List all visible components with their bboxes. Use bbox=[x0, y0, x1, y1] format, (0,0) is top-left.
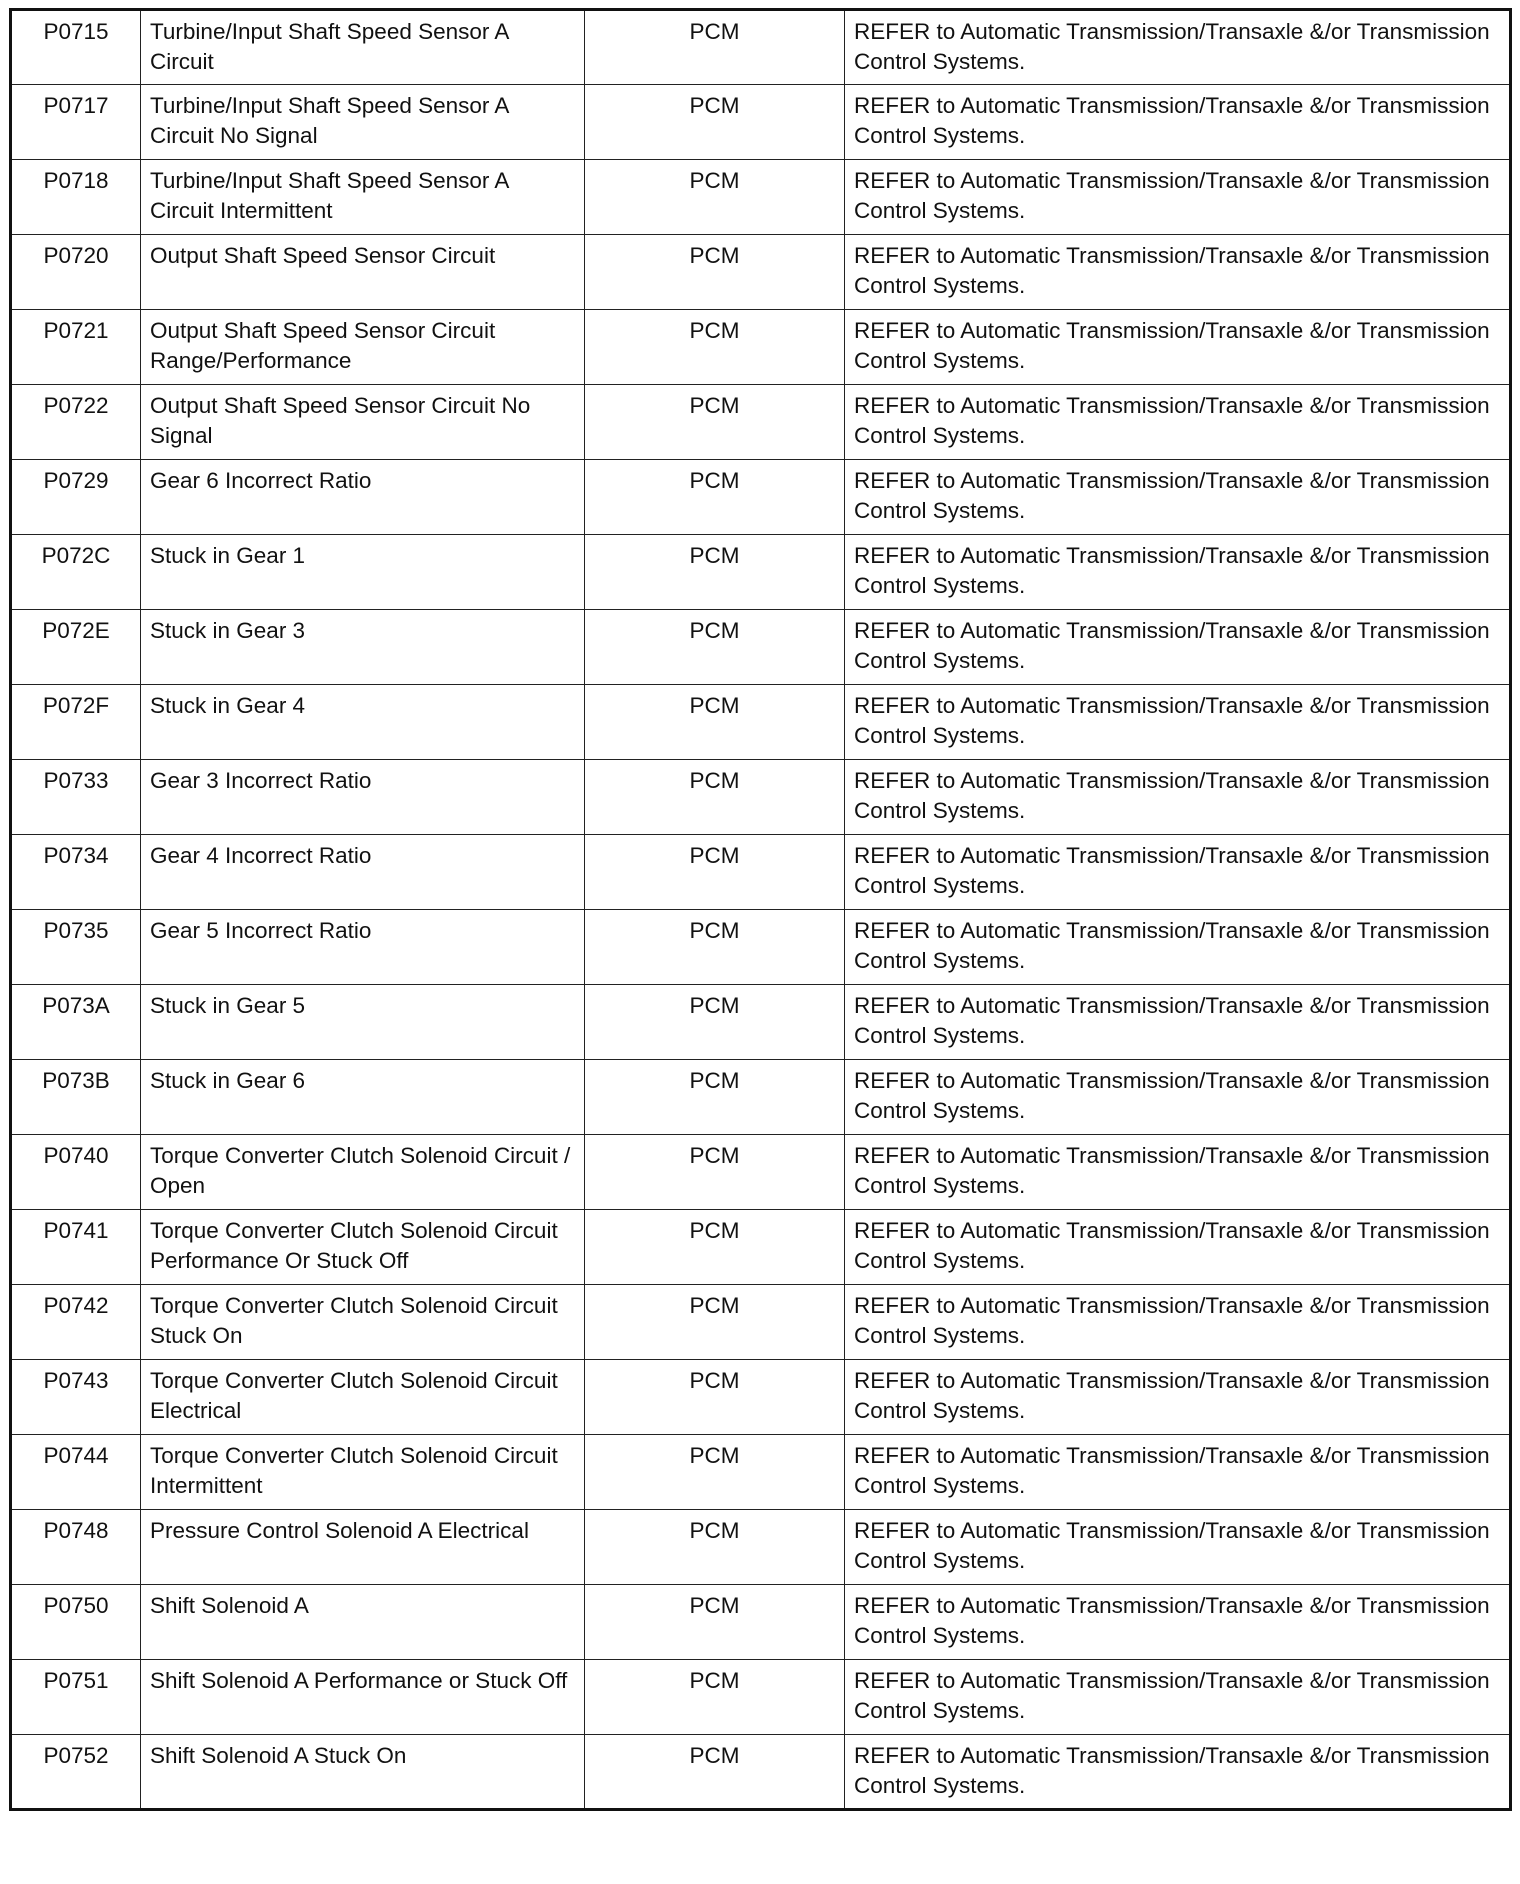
dtc-description-cell: Turbine/Input Shaft Speed Sensor A Circuit No Signal bbox=[141, 85, 585, 160]
table-row bbox=[11, 1435, 1511, 1510]
dtc-module-cell: PCM bbox=[585, 310, 845, 385]
dtc-module-cell: PCM bbox=[585, 985, 845, 1060]
dtc-module-cell: PCM bbox=[585, 235, 845, 310]
dtc-description-cell: Shift Solenoid A Performance or Stuck Off bbox=[141, 1660, 585, 1735]
table-row bbox=[11, 1510, 1511, 1585]
dtc-description-cell: Gear 6 Incorrect Ratio bbox=[141, 460, 585, 535]
dtc-action-cell: REFER to Automatic Transmission/Transaxle &/or Transmission Control Systems. bbox=[845, 610, 1511, 685]
dtc-action-cell: REFER to Automatic Transmission/Transaxle &/or Transmission Control Systems. bbox=[845, 1285, 1511, 1360]
dtc-action-cell: REFER to Automatic Transmission/Transaxle &/or Transmission Control Systems. bbox=[845, 1435, 1511, 1510]
table-row bbox=[11, 310, 1511, 385]
dtc-code-cell: P073B bbox=[11, 1060, 141, 1135]
dtc-action-cell: REFER to Automatic Transmission/Transaxle &/or Transmission Control Systems. bbox=[845, 685, 1511, 760]
dtc-action-cell: REFER to Automatic Transmission/Transaxle &/or Transmission Control Systems. bbox=[845, 835, 1511, 910]
table-row bbox=[11, 985, 1511, 1060]
dtc-module-cell: PCM bbox=[585, 910, 845, 985]
table-row bbox=[11, 1210, 1511, 1285]
dtc-code-cell: P072E bbox=[11, 610, 141, 685]
dtc-code-cell: P0742 bbox=[11, 1285, 141, 1360]
dtc-action-cell: REFER to Automatic Transmission/Transaxle &/or Transmission Control Systems. bbox=[845, 1210, 1511, 1285]
dtc-module-cell: PCM bbox=[585, 460, 845, 535]
dtc-module-cell: PCM bbox=[585, 760, 845, 835]
dtc-module-cell: PCM bbox=[585, 1060, 845, 1135]
table-row bbox=[11, 10, 1511, 85]
dtc-action-cell: REFER to Automatic Transmission/Transaxle &/or Transmission Control Systems. bbox=[845, 760, 1511, 835]
dtc-module-cell: PCM bbox=[585, 385, 845, 460]
dtc-action-cell: REFER to Automatic Transmission/Transaxle &/or Transmission Control Systems. bbox=[845, 1660, 1511, 1735]
dtc-action-cell: REFER to Automatic Transmission/Transaxle &/or Transmission Control Systems. bbox=[845, 1135, 1511, 1210]
dtc-code-cell: P0720 bbox=[11, 235, 141, 310]
dtc-action-cell: REFER to Automatic Transmission/Transaxle &/or Transmission Control Systems. bbox=[845, 1060, 1511, 1135]
dtc-code-cell: P0735 bbox=[11, 910, 141, 985]
table-row bbox=[11, 235, 1511, 310]
dtc-action-cell: REFER to Automatic Transmission/Transaxle &/or Transmission Control Systems. bbox=[845, 160, 1511, 235]
dtc-module-cell: PCM bbox=[585, 1510, 845, 1585]
dtc-module-cell: PCM bbox=[585, 685, 845, 760]
dtc-module-cell: PCM bbox=[585, 85, 845, 160]
dtc-module-cell: PCM bbox=[585, 535, 845, 610]
dtc-description-cell: Shift Solenoid A bbox=[141, 1585, 585, 1660]
dtc-action-cell: REFER to Automatic Transmission/Transaxle &/or Transmission Control Systems. bbox=[845, 1735, 1511, 1810]
dtc-action-cell: REFER to Automatic Transmission/Transaxle &/or Transmission Control Systems. bbox=[845, 85, 1511, 160]
dtc-table bbox=[9, 8, 1512, 1811]
dtc-module-cell: PCM bbox=[585, 1360, 845, 1435]
dtc-module-cell: PCM bbox=[585, 1585, 845, 1660]
table-row bbox=[11, 685, 1511, 760]
dtc-code-cell: P0750 bbox=[11, 1585, 141, 1660]
dtc-description-cell: Stuck in Gear 4 bbox=[141, 685, 585, 760]
dtc-description-cell: Torque Converter Clutch Solenoid Circuit Intermittent bbox=[141, 1435, 585, 1510]
dtc-description-cell: Torque Converter Clutch Solenoid Circuit Performance Or Stuck Off bbox=[141, 1210, 585, 1285]
dtc-description-cell: Torque Converter Clutch Solenoid Circuit Electrical bbox=[141, 1360, 585, 1435]
dtc-description-cell: Stuck in Gear 1 bbox=[141, 535, 585, 610]
dtc-code-cell: P0717 bbox=[11, 85, 141, 160]
dtc-description-cell: Turbine/Input Shaft Speed Sensor A Circuit bbox=[141, 10, 585, 85]
table-row bbox=[11, 1360, 1511, 1435]
table-row bbox=[11, 760, 1511, 835]
dtc-action-cell: REFER to Automatic Transmission/Transaxle &/or Transmission Control Systems. bbox=[845, 385, 1511, 460]
dtc-description-cell: Gear 3 Incorrect Ratio bbox=[141, 760, 585, 835]
table-row bbox=[11, 85, 1511, 160]
table-row bbox=[11, 385, 1511, 460]
dtc-code-cell: P0740 bbox=[11, 1135, 141, 1210]
table-row bbox=[11, 1735, 1511, 1810]
dtc-table-body bbox=[11, 10, 1511, 1810]
dtc-code-cell: P0748 bbox=[11, 1510, 141, 1585]
dtc-code-cell: P0721 bbox=[11, 310, 141, 385]
dtc-code-cell: P0744 bbox=[11, 1435, 141, 1510]
table-row bbox=[11, 460, 1511, 535]
dtc-action-cell: REFER to Automatic Transmission/Transaxle &/or Transmission Control Systems. bbox=[845, 235, 1511, 310]
dtc-module-cell: PCM bbox=[585, 1135, 845, 1210]
dtc-code-cell: P0722 bbox=[11, 385, 141, 460]
table-row bbox=[11, 1135, 1511, 1210]
dtc-description-cell: Output Shaft Speed Sensor Circuit No Signal bbox=[141, 385, 585, 460]
dtc-description-cell: Turbine/Input Shaft Speed Sensor A Circuit Intermittent bbox=[141, 160, 585, 235]
dtc-description-cell: Stuck in Gear 3 bbox=[141, 610, 585, 685]
dtc-action-cell: REFER to Automatic Transmission/Transaxle &/or Transmission Control Systems. bbox=[845, 535, 1511, 610]
dtc-code-cell: P0715 bbox=[11, 10, 141, 85]
dtc-module-cell: PCM bbox=[585, 1735, 845, 1810]
table-row bbox=[11, 1660, 1511, 1735]
dtc-action-cell: REFER to Automatic Transmission/Transaxle &/or Transmission Control Systems. bbox=[845, 985, 1511, 1060]
dtc-code-cell: P0741 bbox=[11, 1210, 141, 1285]
dtc-module-cell: PCM bbox=[585, 835, 845, 910]
dtc-description-cell: Output Shaft Speed Sensor Circuit Range/Performance bbox=[141, 310, 585, 385]
dtc-code-cell: P0718 bbox=[11, 160, 141, 235]
dtc-action-cell: REFER to Automatic Transmission/Transaxle &/or Transmission Control Systems. bbox=[845, 10, 1511, 85]
dtc-code-cell: P0733 bbox=[11, 760, 141, 835]
table-row bbox=[11, 1585, 1511, 1660]
dtc-module-cell: PCM bbox=[585, 610, 845, 685]
dtc-module-cell: PCM bbox=[585, 10, 845, 85]
dtc-description-cell: Torque Converter Clutch Solenoid Circuit / Open bbox=[141, 1135, 585, 1210]
dtc-description-cell: Pressure Control Solenoid A Electrical bbox=[141, 1510, 585, 1585]
dtc-description-cell: Stuck in Gear 6 bbox=[141, 1060, 585, 1135]
dtc-code-cell: P0751 bbox=[11, 1660, 141, 1735]
table-row bbox=[11, 610, 1511, 685]
dtc-description-cell: Output Shaft Speed Sensor Circuit bbox=[141, 235, 585, 310]
table-row bbox=[11, 1285, 1511, 1360]
table-row bbox=[11, 910, 1511, 985]
dtc-action-cell: REFER to Automatic Transmission/Transaxle &/or Transmission Control Systems. bbox=[845, 1585, 1511, 1660]
dtc-action-cell: REFER to Automatic Transmission/Transaxle &/or Transmission Control Systems. bbox=[845, 1360, 1511, 1435]
dtc-description-cell: Shift Solenoid A Stuck On bbox=[141, 1735, 585, 1810]
dtc-code-cell: P0743 bbox=[11, 1360, 141, 1435]
dtc-code-cell: P073A bbox=[11, 985, 141, 1060]
table-row bbox=[11, 160, 1511, 235]
dtc-code-cell: P0752 bbox=[11, 1735, 141, 1810]
table-row bbox=[11, 535, 1511, 610]
table-row bbox=[11, 1060, 1511, 1135]
dtc-action-cell: REFER to Automatic Transmission/Transaxle &/or Transmission Control Systems. bbox=[845, 460, 1511, 535]
table-row bbox=[11, 835, 1511, 910]
dtc-code-cell: P072F bbox=[11, 685, 141, 760]
dtc-description-cell: Gear 5 Incorrect Ratio bbox=[141, 910, 585, 985]
dtc-action-cell: REFER to Automatic Transmission/Transaxle &/or Transmission Control Systems. bbox=[845, 310, 1511, 385]
dtc-module-cell: PCM bbox=[585, 1660, 845, 1735]
dtc-code-cell: P072C bbox=[11, 535, 141, 610]
dtc-description-cell: Torque Converter Clutch Solenoid Circuit Stuck On bbox=[141, 1285, 585, 1360]
dtc-description-cell: Gear 4 Incorrect Ratio bbox=[141, 835, 585, 910]
dtc-description-cell: Stuck in Gear 5 bbox=[141, 985, 585, 1060]
dtc-module-cell: PCM bbox=[585, 1435, 845, 1510]
dtc-module-cell: PCM bbox=[585, 160, 845, 235]
dtc-action-cell: REFER to Automatic Transmission/Transaxle &/or Transmission Control Systems. bbox=[845, 1510, 1511, 1585]
dtc-code-cell: P0734 bbox=[11, 835, 141, 910]
dtc-module-cell: PCM bbox=[585, 1210, 845, 1285]
dtc-code-cell: P0729 bbox=[11, 460, 141, 535]
dtc-action-cell: REFER to Automatic Transmission/Transaxle &/or Transmission Control Systems. bbox=[845, 910, 1511, 985]
dtc-module-cell: PCM bbox=[585, 1285, 845, 1360]
